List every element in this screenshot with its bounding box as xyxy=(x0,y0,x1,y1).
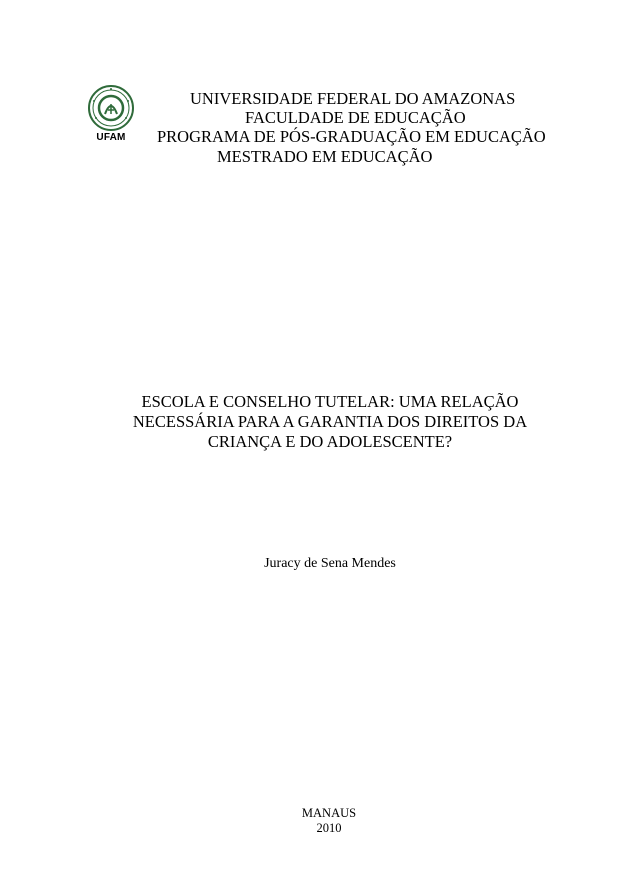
publication-info xyxy=(0,806,628,836)
publication-city: MANAUS xyxy=(301,806,357,820)
thesis-title-line-2: NECESSÁRIA PARA A GARANTIA DOS DIREITOS DA xyxy=(132,412,528,431)
university-name: UNIVERSIDADE FEDERAL DO AMAZONAS xyxy=(190,89,516,108)
thesis-title-line-1: ESCOLA E CONSELHO TUTELAR: UMA RELAÇÃO xyxy=(141,392,519,411)
university-logo xyxy=(84,84,138,146)
thesis-title-line-3: CRIANÇA E DO ADOLESCENTE? xyxy=(207,432,453,451)
publication-year: 2010 xyxy=(316,821,342,835)
program-name: PROGRAMA DE PÓS-GRADUAÇÃO EM EDUCAÇÃO xyxy=(157,127,546,146)
thesis-title xyxy=(0,392,628,452)
logo-label: UFAM xyxy=(96,132,126,143)
faculty-name: FACULDADE DE EDUCAÇÃO xyxy=(245,108,466,127)
author-name: Juracy de Sena Mendes xyxy=(264,556,396,571)
ufam-seal-icon xyxy=(84,84,138,132)
course-name: MESTRADO EM EDUCAÇÃO xyxy=(217,147,433,166)
